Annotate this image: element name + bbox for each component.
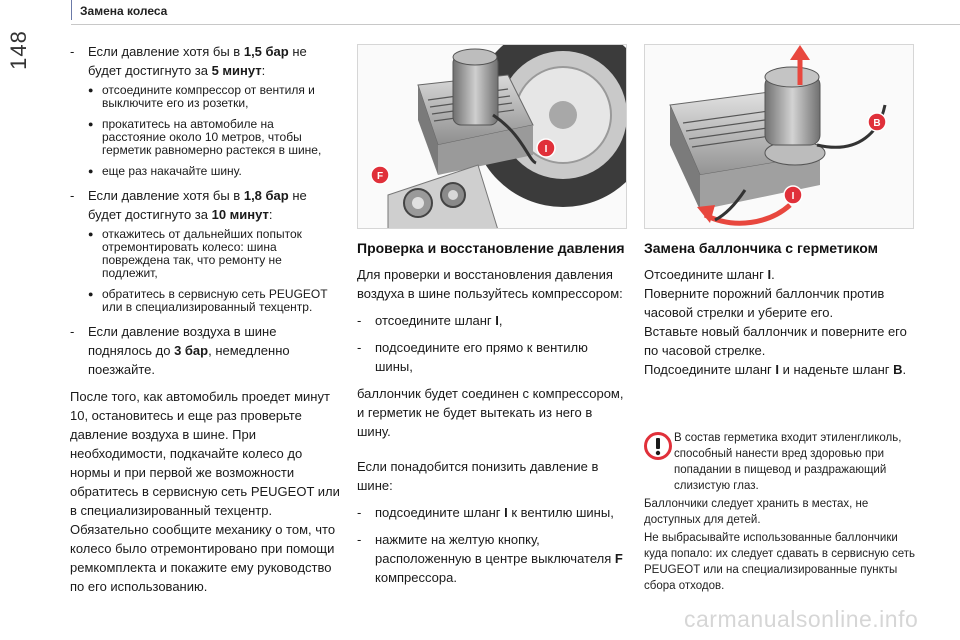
compressor-wheel-illustration — [358, 45, 627, 229]
body-paragraph: Поверните порожний баллончик против часовой стрелки и уберите его. — [644, 286, 885, 320]
watermark: carmanualsonline.info — [684, 606, 919, 632]
list-item-pressure-1-8: - Если давление хотя бы в 1,8 бар не будет достигнуто за 10 минут: ● откажитесь от дальнейших попыток отремонтировать колесо: шина повреждена так, что ремонту не подлежит, ● обратитесь в сервисную сеть PEUGEOT или в специализированный техцентр. — [70, 186, 340, 314]
list-item: ● отсоедините компрессор от вентиля и выключите его из розетки, — [88, 84, 340, 110]
list-item-pressure-3: - Если давление воздуха в шине поднялось до 3 бар, немедленно поезжайте. — [70, 322, 340, 379]
middle-column — [357, 240, 629, 595]
bullet-list — [88, 84, 340, 178]
list-item: - подсоедините шланг I к вентилю шины, — [357, 503, 629, 522]
page-title: Замена колеса — [80, 4, 168, 18]
list-item: ● откажитесь от дальнейших попыток отремонтировать колесо: шина повреждена так, что ремонту не подлежит, — [88, 228, 340, 280]
warning-text: Не выбрасывайте использованные баллончики куда попало: их следует сдавать в сервисную сеть PEUGEOT или на специализированные пункты сбора отходов. — [644, 532, 915, 592]
section-title-cartridge: Замена баллончика с герметиком — [644, 240, 878, 256]
compressor-wheel-figure — [357, 44, 627, 229]
body-paragraph: Если понадобится понизить давление в шине: — [357, 459, 599, 493]
list-item-pressure-1-5: - Если давление хотя бы в 1,5 бар не будет достигнуто за 5 минут: ● отсоедините компрессор от вентиля и выключите его из розетки, ● прокатитесь на автомобиле на расстояние около 10 метров, чтобы герметик равномерно растекся в шине, ● еще раз накачайте шину. — [70, 42, 340, 178]
label-i: I — [791, 191, 795, 202]
body-paragraph: баллончик будет соединен с компрессором, и герметик не будет вытекать из него в шину. — [357, 386, 624, 439]
header-divider — [71, 24, 960, 25]
warning-box — [644, 430, 916, 596]
bullet-list — [88, 228, 340, 314]
section-title-pressure: Проверка и восстановление давления — [357, 240, 625, 256]
label-i: I — [544, 144, 548, 155]
body-paragraph: Подсоедините шланг I и наденьте шланг B. — [644, 362, 907, 377]
warning-exclamation-icon — [644, 432, 672, 460]
list-item: - нажмите на желтую кнопку, расположенную в центре выключателя F компрессора. — [357, 530, 629, 587]
list-item: ● прокатитесь на автомобиле на расстояние около 10 метров, чтобы герметик равномерно растекся в шине, — [88, 118, 340, 157]
list-item: ● обратитесь в сервисную сеть PEUGEOT или в специализированный техцентр. — [88, 288, 340, 314]
body-paragraph: Для проверки и восстановления давления воздуха в шине пользуйтесь компрессором: — [357, 267, 623, 301]
body-paragraph: После того, как автомобиль проедет минут 10, остановитесь и еще раз проверьте давление воздуха в шине. При необходимости, подкачайте колесо до нормы и при первой же возможности обратитесь в сервисную сеть PEUGEOT или в специализированный техцентр. Обязательно сообщите механику о том, что колесо было отремонтировано при помощи ремкомплекта и покажите ему руководство по его использованию. — [70, 389, 340, 594]
label-b: B — [873, 118, 881, 129]
left-column — [70, 42, 340, 604]
cartridge-replacement-illustration — [645, 45, 914, 229]
label-f: F — [376, 171, 384, 182]
list-item: - подсоедините его прямо к вентилю шины, — [357, 338, 629, 376]
margin-rule — [71, 0, 72, 20]
body-paragraph: Отсоедините шланг I. — [644, 267, 775, 282]
cartridge-replacement-figure — [644, 44, 914, 229]
page-number: 148 — [6, 30, 31, 70]
list-item: ● еще раз накачайте шину. — [88, 165, 340, 178]
warning-text: В состав герметика входит этиленгликоль, способный нанести вред здоровью при попадании в пищевод и раздражающий слизистую глаз. — [674, 432, 902, 492]
warning-text: Баллончики следует хранить в местах, не доступных для детей. — [644, 498, 869, 526]
right-column — [644, 240, 916, 387]
list-item: - отсоедините шланг I, — [357, 311, 629, 330]
body-paragraph: Вставьте новый баллончик и поверните его по часовой стрелке. — [644, 324, 907, 358]
